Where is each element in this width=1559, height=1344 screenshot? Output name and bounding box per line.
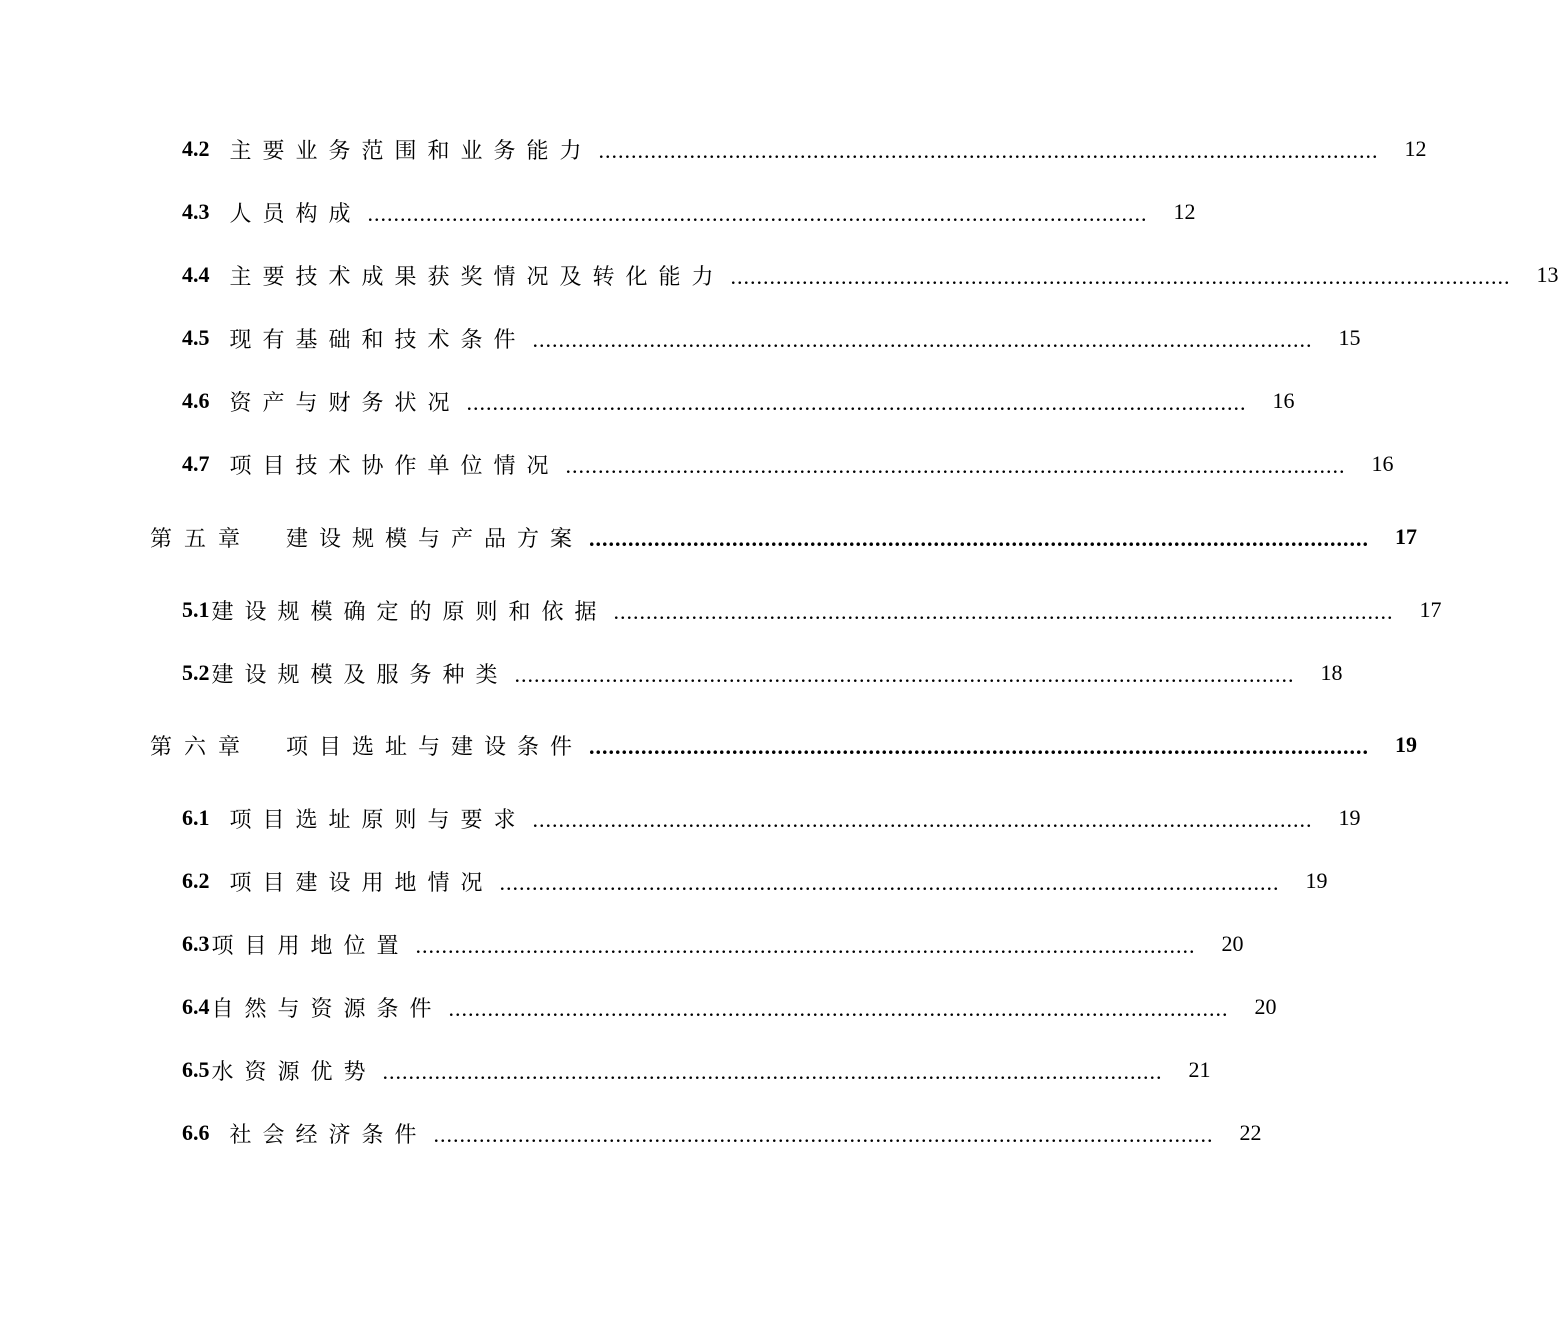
toc-entry-page: 21 [1188, 1057, 1211, 1082]
toc-entry-page: 12 [1173, 199, 1196, 224]
toc-entry-page: 19 [1338, 805, 1361, 830]
toc-entry-title: 现有基础和技术条件 [229, 326, 527, 352]
toc-entry-title: 建设规模确定的原则和依据 [211, 598, 608, 624]
dot-leader: ........................................................................................................................ [598, 138, 1379, 163]
dot-leader: ........................................................................................................................ [589, 734, 1370, 759]
toc-entry-page: 15 [1338, 325, 1361, 350]
toc-entry-page: 12 [1404, 136, 1427, 161]
toc-entry-4-2[interactable] [0, 129, 1427, 169]
dot-leader: ........................................................................................................................ [466, 390, 1247, 415]
toc-entry-number: 6.2 [182, 868, 210, 893]
dot-leader: ........................................................................................................................ [415, 933, 1196, 958]
toc-entry-6-4[interactable] [0, 987, 1277, 1027]
toc-entry-4-4[interactable] [0, 255, 1559, 295]
chapter-title: 项目选址与建设条件 [286, 733, 584, 759]
toc-entry-4-5[interactable] [0, 318, 1361, 358]
toc-entry-page: 22 [1239, 1120, 1262, 1145]
chapter-label: 第五章 [150, 525, 253, 551]
toc-entry-number: 4.3 [182, 199, 210, 224]
chapter-page: 19 [1395, 732, 1418, 757]
dot-leader: ........................................................................................................................ [367, 201, 1148, 226]
toc-entry-page: 20 [1254, 994, 1277, 1019]
chapter-title: 建设规模与产品方案 [286, 525, 584, 551]
toc-entry-page: 16 [1371, 451, 1394, 476]
toc-entry-4-6[interactable] [0, 381, 1295, 421]
toc-entry-title: 人员构成 [229, 200, 362, 226]
toc-entry-number: 6.3 [182, 931, 210, 956]
toc-entry-title: 项目用地位置 [211, 932, 410, 958]
dot-leader: ........................................................................................................................ [565, 453, 1346, 478]
toc-entry-number: 6.5 [182, 1057, 210, 1082]
toc-entry-title: 项目技术协作单位情况 [229, 452, 560, 478]
toc-entry-4-3[interactable] [0, 192, 1196, 232]
toc-entry-page: 20 [1221, 931, 1244, 956]
toc-entry-5-2[interactable] [0, 653, 1343, 693]
toc-entry-title: 水资源优势 [211, 1058, 377, 1084]
dot-leader: ........................................................................................................................ [499, 870, 1280, 895]
toc-chapter-5[interactable] [0, 517, 1418, 557]
dot-leader: ........................................................................................................................ [382, 1059, 1163, 1084]
toc-chapter-6[interactable] [0, 725, 1418, 765]
toc-entry-page: 16 [1272, 388, 1295, 413]
dot-leader: ........................................................................................................................ [730, 264, 1511, 289]
toc-entry-6-2[interactable] [0, 861, 1328, 901]
toc-entry-title: 资产与财务状况 [229, 389, 461, 415]
dot-leader: ........................................................................................................................ [433, 1122, 1214, 1147]
chapter-page: 17 [1395, 524, 1418, 549]
toc-entry-number: 4.7 [182, 451, 210, 476]
toc-entry-page: 13 [1536, 262, 1559, 287]
toc-entry-number: 4.6 [182, 388, 210, 413]
toc-entry-title: 社会经济条件 [229, 1121, 428, 1147]
dot-leader: ........................................................................................................................ [514, 662, 1295, 687]
toc-entry-number: 4.2 [182, 136, 210, 161]
toc-entry-title: 主要业务范围和业务能力 [229, 137, 593, 163]
toc-entry-6-1[interactable] [0, 798, 1361, 838]
toc-entry-number: 6.6 [182, 1120, 210, 1145]
dot-leader: ........................................................................................................................ [532, 327, 1313, 352]
toc-entry-6-6[interactable] [0, 1113, 1262, 1153]
toc-entry-title: 主要技术成果获奖情况及转化能力 [229, 263, 725, 289]
toc-entry-number: 5.2 [182, 660, 210, 685]
toc-entry-page: 18 [1320, 660, 1343, 685]
dot-leader: ........................................................................................................................ [589, 526, 1370, 551]
toc-entry-6-3[interactable] [0, 924, 1244, 964]
toc-entry-number: 4.5 [182, 325, 210, 350]
chapter-label: 第六章 [150, 733, 253, 759]
toc-entry-title: 项目选址原则与要求 [229, 806, 527, 832]
toc-entry-4-7[interactable] [0, 444, 1394, 484]
toc-entry-number: 5.1 [182, 597, 210, 622]
toc-entry-title: 建设规模及服务种类 [211, 661, 509, 687]
dot-leader: ........................................................................................................................ [532, 807, 1313, 832]
toc-entry-title: 项目建设用地情况 [229, 869, 494, 895]
toc-entry-number: 4.4 [182, 262, 210, 287]
toc-entry-number: 6.1 [182, 805, 210, 830]
dot-leader: ........................................................................................................................ [448, 996, 1229, 1021]
dot-leader: ........................................................................................................................ [613, 599, 1394, 624]
toc-entry-page: 19 [1305, 868, 1328, 893]
toc-entry-page: 17 [1419, 597, 1442, 622]
toc-entry-title: 自然与资源条件 [211, 995, 443, 1021]
toc-entry-6-5[interactable] [0, 1050, 1211, 1090]
toc-entry-number: 6.4 [182, 994, 210, 1019]
toc-entry-5-1[interactable] [0, 590, 1442, 630]
